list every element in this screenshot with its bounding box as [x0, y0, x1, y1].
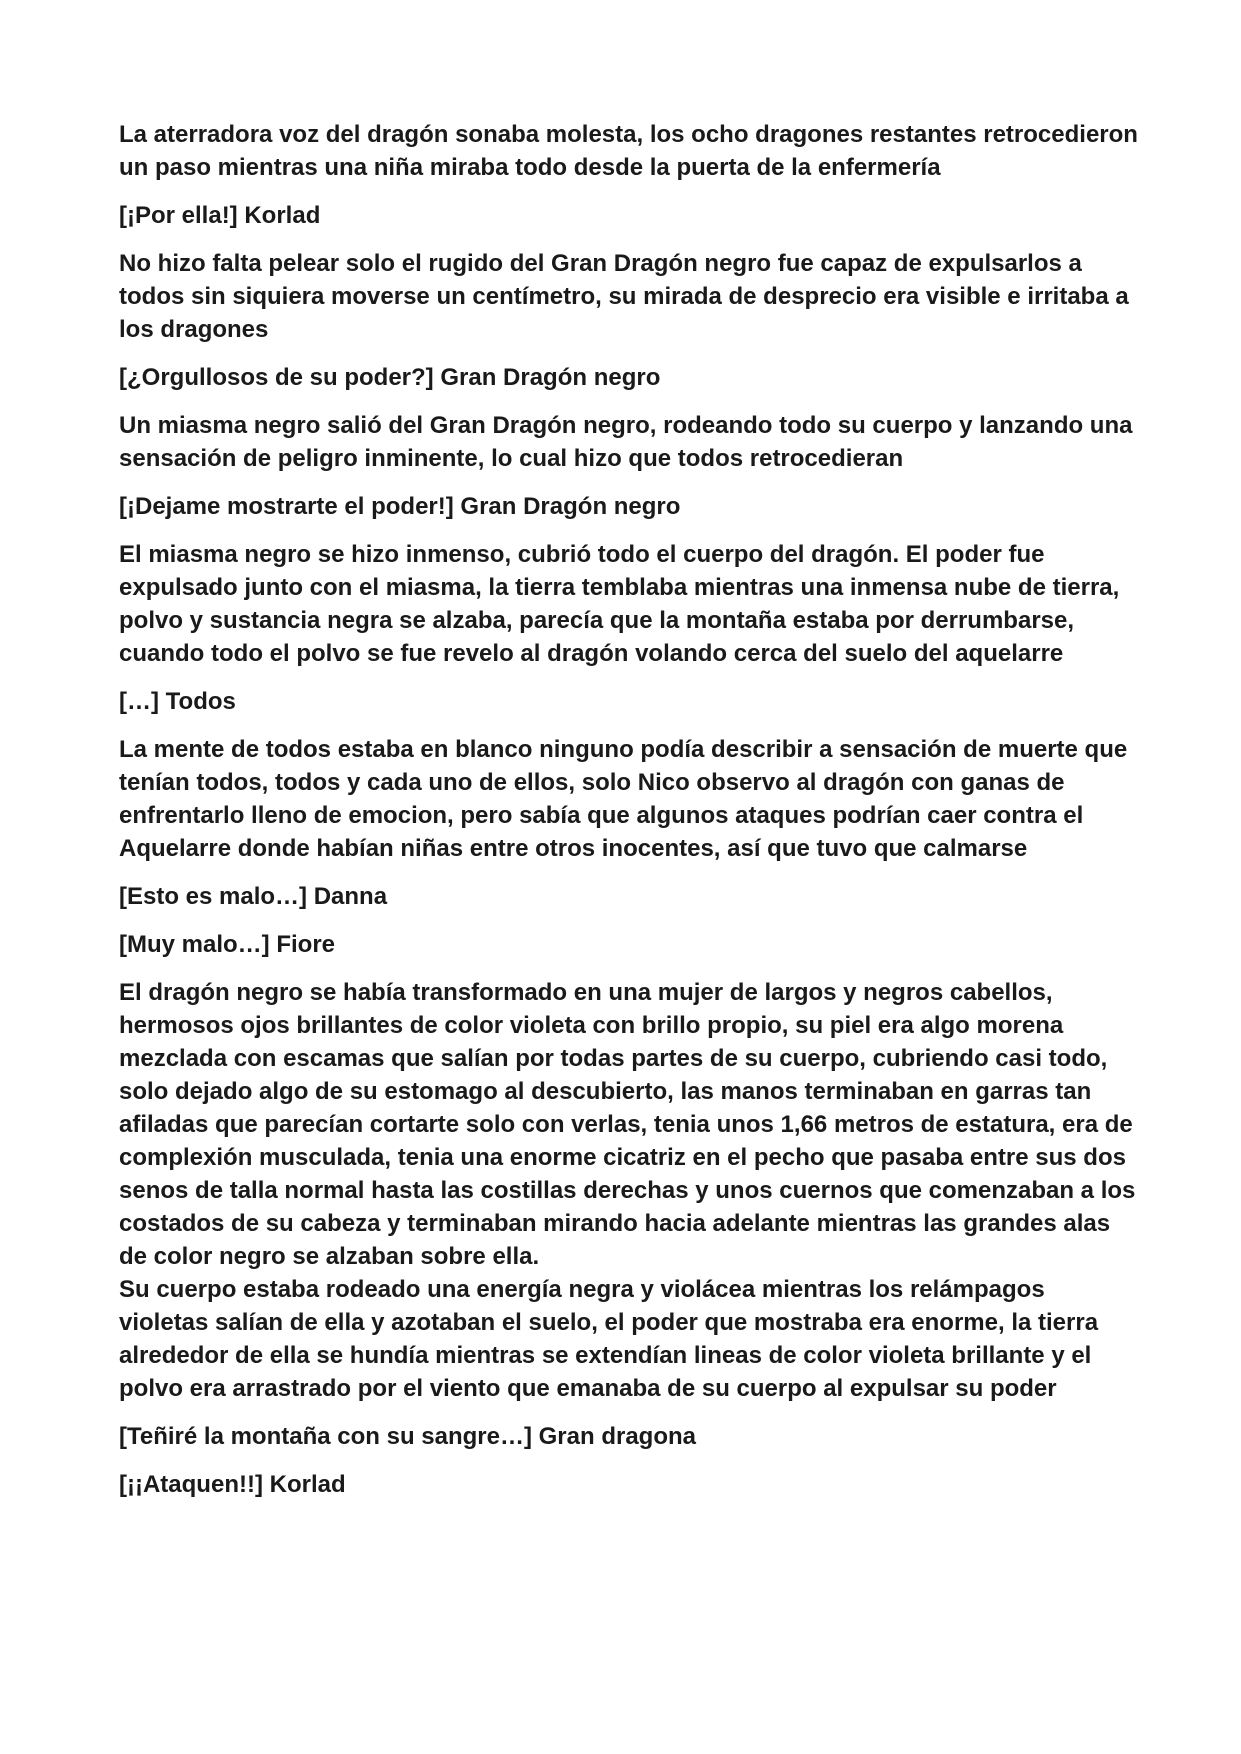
dialogue-line: [¡Por ella!] Korlad: [119, 202, 321, 229]
paragraph: El miasma negro se hizo inmenso, cubrió todo el cuerpo del dragón. El poder fue expulsado junto con el miasma, la tierra temblaba mientras una inmensa nube de tierra, polvo y sustancia negra se alzaba, parecía que la montaña estaba por derrumbarse, cuando todo el polvo se fue revelo al dragón volando cerca del suelo del aquelarre: [119, 541, 1120, 667]
paragraph: No hizo falta pelear solo el rugido del Gran Dragón negro fue capaz de expulsarlos a todos sin siquiera moverse un centímetro, su mirada de desprecio era visible e irritaba a los dragones: [119, 250, 1129, 343]
dialogue-line: [¡¡Ataquen!!] Korlad: [119, 1471, 346, 1498]
paragraph: El dragón negro se había transformado en una mujer de largos y negros cabellos, hermosos ojos brillantes de color violeta con brillo propio, su piel era algo morena mezclada con escamas que salían por todas partes de su cuerpo, cubriendo casi todo, solo dejado algo de su estomago al descubierto, las manos terminaban en garras tan afiladas que parecían cortarte solo con verlas, tenia unos 1,66 metros de estatura, era de complexión musculada, tenia una enorme cicatriz en el pecho que pasaba entre sus dos senos de talla normal hasta las costillas derechas y unos cuernos que comenzaban a los costados de su cabeza y terminaban mirando hacia adelante mientras las grandes alas de color negro se alzaban sobre ella. Su cuerpo estaba rodeado una energía negra y violácea mientras los relámpagos violetas salían de ella y azotaban el suelo, el poder que mostraba era enorme, la tierra alrededor de ella se hundía mientras se extendían lineas de color violeta brillante y el polvo era arrastrado por el viento que emanaba de su cuerpo al expulsar su poder: [119, 979, 1136, 1402]
paragraph: La mente de todos estaba en blanco ninguno podía describir a sensación de muerte que tenían todos, todos y cada uno de ellos, solo Nico observo al dragón con ganas de enfrentarlo lleno de emocion, pero sabía que algunos ataques podrían caer contra el Aquelarre donde habían niñas entre otros inocentes, así que tuvo que calmarse: [119, 736, 1128, 862]
dialogue-line: [Muy malo…] Fiore: [119, 931, 336, 958]
dialogue-line: [Esto es malo…] Danna: [119, 883, 388, 910]
dialogue-line: [Teñiré la montaña con su sangre…] Gran dragona: [119, 1423, 696, 1450]
document-body: [119, 118, 1139, 1516]
dialogue-line: [¡Dejame mostrarte el poder!] Gran Dragón negro: [119, 493, 681, 520]
paragraph: La aterradora voz del dragón sonaba molesta, los ocho dragones restantes retrocedieron un paso mientras una niña miraba todo desde la puerta de la enfermería: [119, 121, 1138, 181]
dialogue-line: […] Todos: [119, 688, 236, 715]
paragraph: Un miasma negro salió del Gran Dragón negro, rodeando todo su cuerpo y lanzando una sensación de peligro inminente, lo cual hizo que todos retrocedieran: [119, 412, 1133, 472]
dialogue-line: [¿Orgullosos de su poder?] Gran Dragón negro: [119, 364, 661, 391]
